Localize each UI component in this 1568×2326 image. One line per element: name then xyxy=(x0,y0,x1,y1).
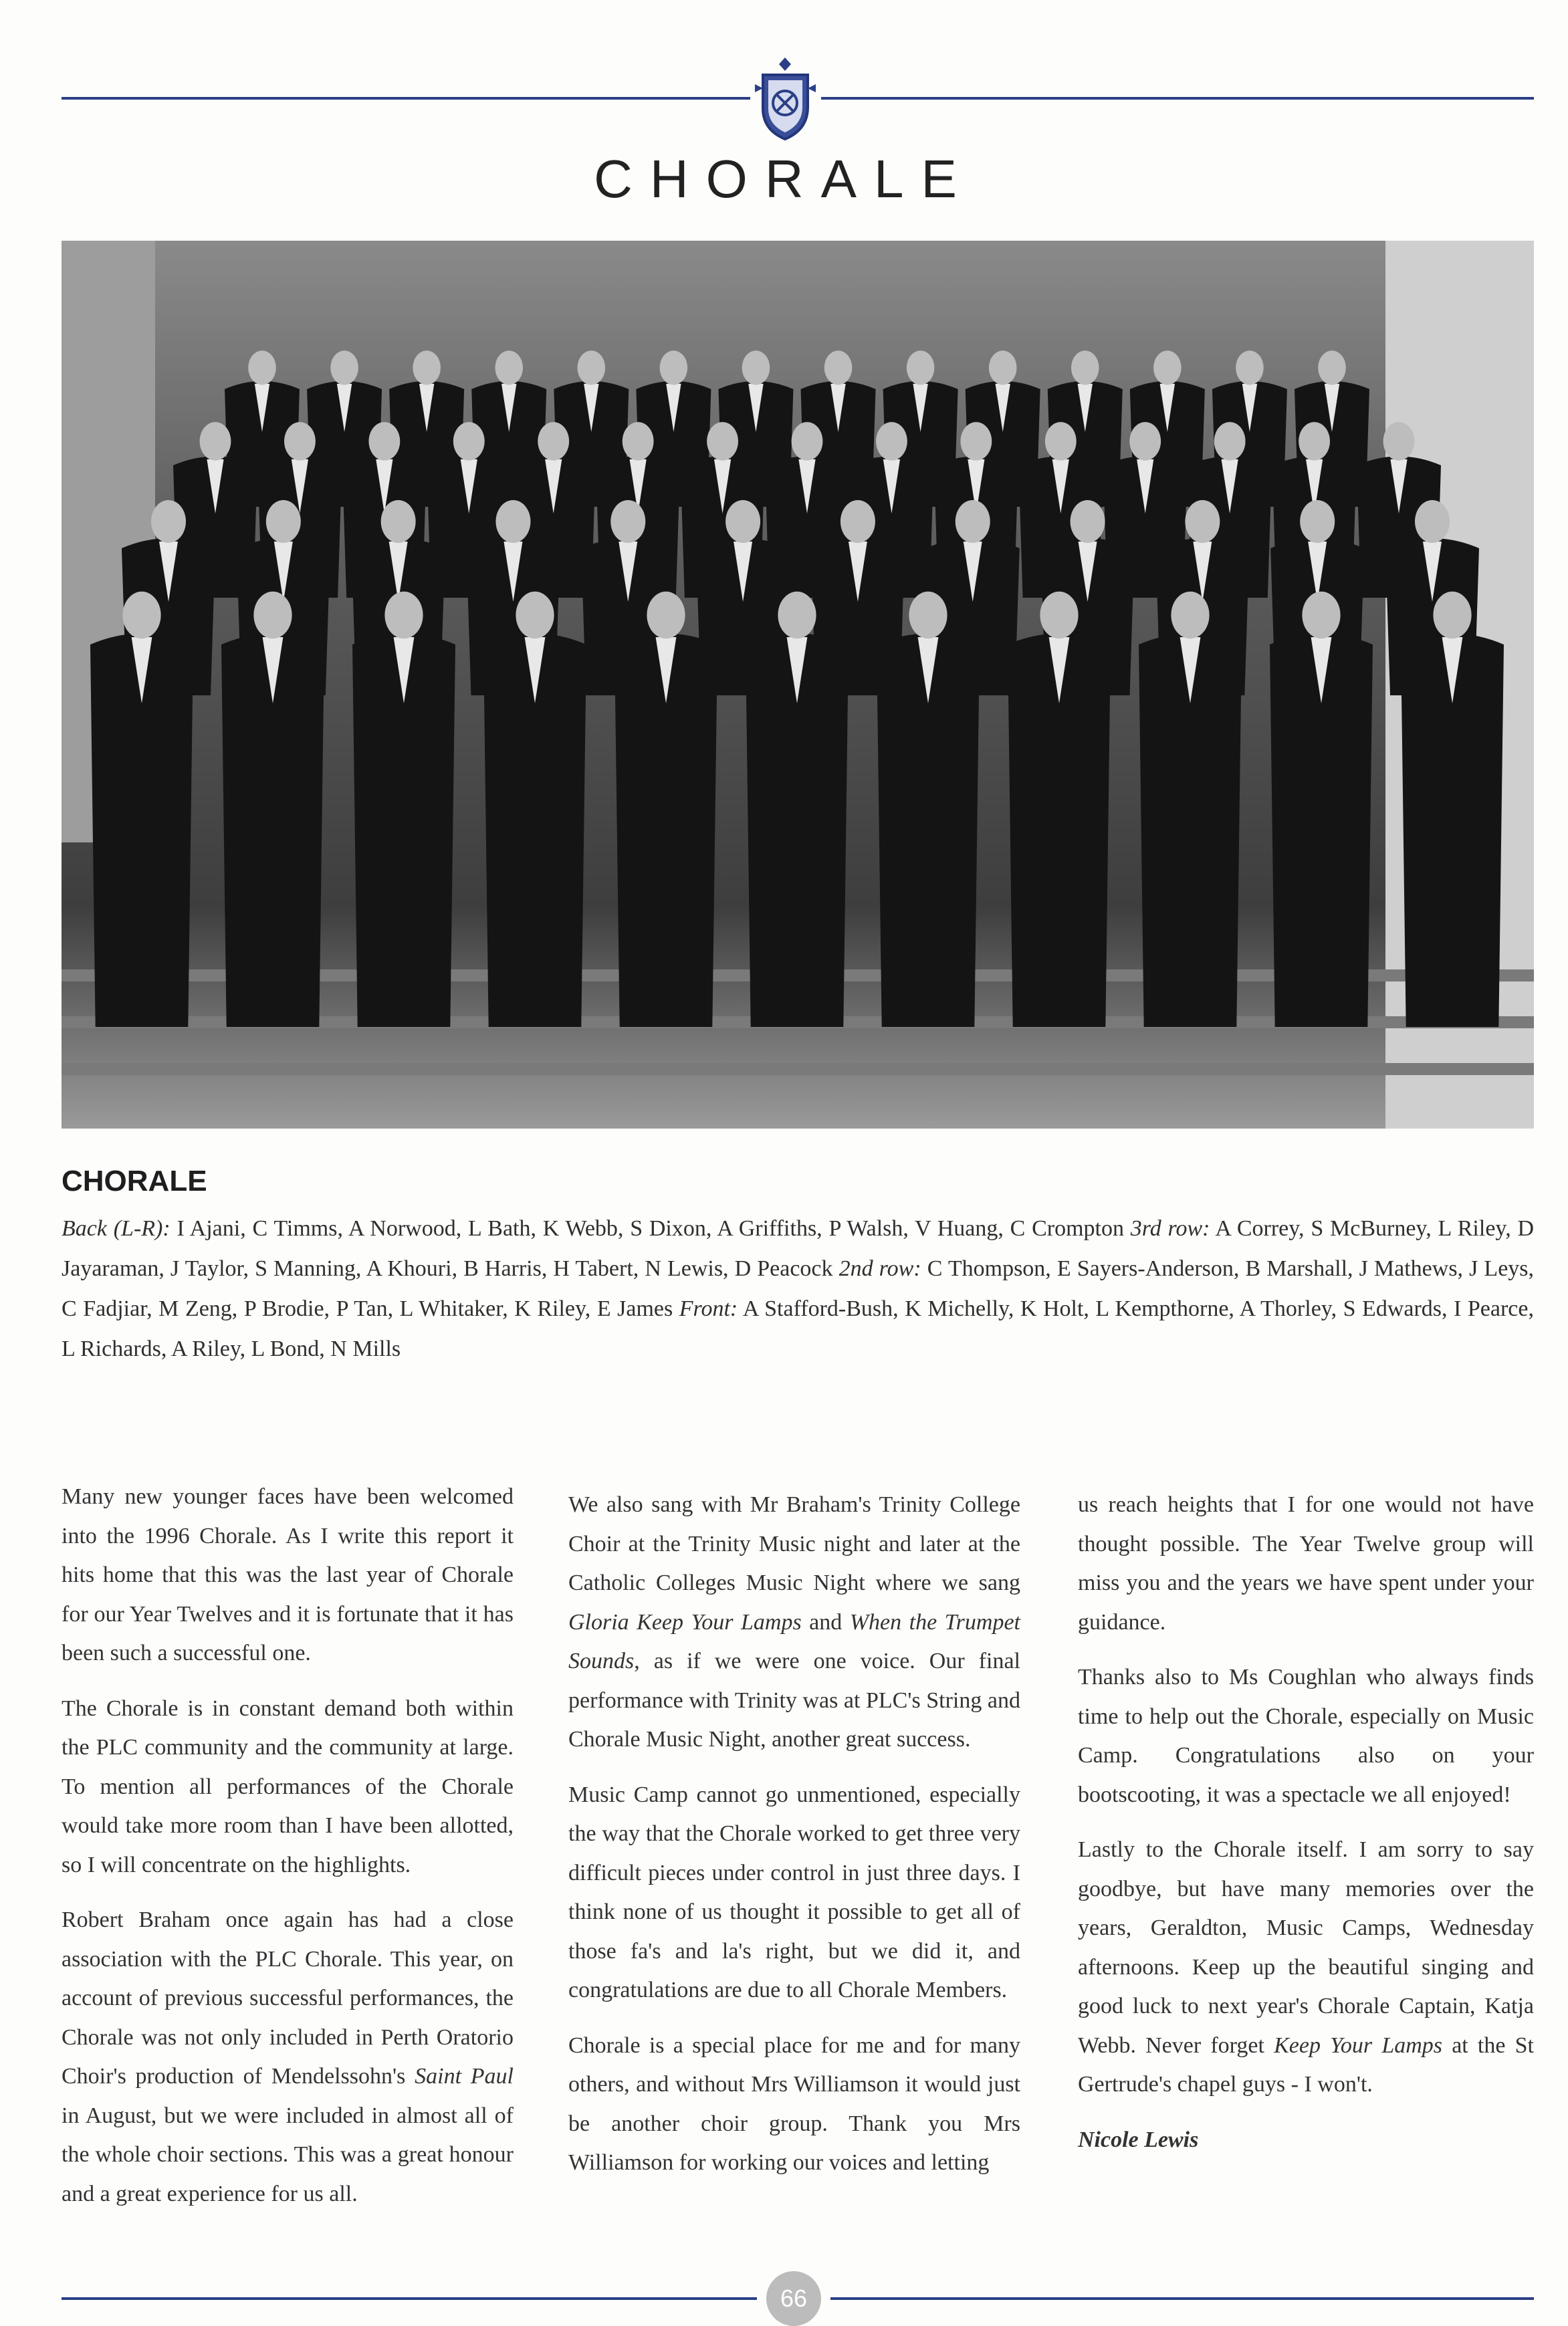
article-paragraph: us reach heights that I for one would not have thought possible. The Year Twelve group will miss you and the years we have spent under your guidance. xyxy=(1078,1492,1534,1635)
article-text: and xyxy=(801,1609,850,1635)
article-text: Robert Braham once again has had a close association with the PLC Chorale. This year, on account of previous successful performances, the Chorale was not only included in Perth Oratorio Choir's production of Mendelssohn's xyxy=(62,1907,514,2089)
person-head xyxy=(610,500,645,543)
caption-label-front: Front: xyxy=(679,1296,738,1321)
page-number: 66 xyxy=(766,2271,821,2326)
person-head xyxy=(647,592,685,638)
article-paragraph: Thanks also to Ms Coughlan who always finds time to help out the Chorale, especially on Music Camp. Congratulations also on your bootscooting, it was a spectacle we all enjoyed! xyxy=(1078,1665,1534,1807)
person-head xyxy=(960,422,992,461)
person-head xyxy=(841,500,875,543)
person-head xyxy=(253,592,292,638)
header-rule-left xyxy=(62,97,750,100)
person-head xyxy=(1302,592,1340,638)
article-paragraph xyxy=(568,1486,1020,1760)
person-head xyxy=(495,350,523,384)
work-title: Gloria Keep Your Lamps xyxy=(568,1609,802,1635)
person-head xyxy=(151,500,186,543)
caption-heading: CHORALE xyxy=(62,1165,207,1197)
person-head xyxy=(909,592,947,638)
article-paragraph: The Chorale is in constant demand both within the PLC community and the community at large. To mention all performances of the Chorale would take more room than I have been allotted, so I will concentrate on the highlights. xyxy=(62,1696,514,1877)
person-head xyxy=(1129,422,1161,461)
work-title: Saint Paul xyxy=(415,2064,514,2089)
article-text: Lastly to the Chorale itself. I am sorry to say goodbye, but have many memories over the years, Geraldton, Music Camps, Wednesday afternoons. Keep up the beautiful singing and good luck to next year's Chorale Captain, Katja Webb. Never forget xyxy=(1078,1837,1534,2058)
person-head xyxy=(384,592,423,638)
article-column-2 xyxy=(568,1486,1020,2199)
person-head xyxy=(200,422,231,461)
person-head xyxy=(1236,350,1264,384)
person-head xyxy=(725,500,760,543)
person-head xyxy=(1433,592,1471,638)
person-head xyxy=(381,500,416,543)
person-head xyxy=(1153,350,1182,384)
person-head xyxy=(707,422,738,461)
person-head xyxy=(1300,500,1335,543)
person-head xyxy=(876,422,907,461)
article-text: We also sang with Mr Braham's Trinity College Choir at the Trinity Music night and later at the Catholic Colleges Music Night where we sang xyxy=(568,1492,1020,1595)
article-text: , as if we were one voice. Our final performance with Trinity was at PLC's String and Chorale Music Night, another great success. xyxy=(568,1649,1020,1752)
person-head xyxy=(495,500,530,543)
caption-names-back: I Ajani, C Timms, A Norwood, L Bath, K Webb, S Dixon, A Griffiths, P Walsh, V Huang, C Crompton xyxy=(177,1216,1124,1241)
person-head xyxy=(453,422,485,461)
person-head xyxy=(1040,592,1078,638)
header-rule-right xyxy=(821,97,1534,100)
group-photograph xyxy=(62,241,1534,1129)
person-head xyxy=(248,350,276,384)
footer-rule-right xyxy=(830,2297,1534,2300)
person-head xyxy=(516,592,554,638)
article-paragraph xyxy=(1078,1831,1534,2105)
caption-label-3rd-row: 3rd row: xyxy=(1130,1216,1210,1241)
person-head xyxy=(1299,422,1330,461)
person-head xyxy=(1185,500,1220,543)
person-head xyxy=(989,350,1017,384)
work-title: When the Trumpet Sounds xyxy=(568,1609,1020,1673)
article-text: at the St Gertrude's chapel guys - I won't. xyxy=(1078,2032,1534,2097)
person-head xyxy=(368,422,400,461)
person-head xyxy=(1045,422,1077,461)
article-column-1 xyxy=(62,1478,514,2230)
article-paragraph: Many new younger faces have been welcomed into the 1996 Chorale. As I write this report it hits home that this was the last year of Chorale for our Year Twelves and it is fortunate that it has been such a successful one. xyxy=(62,1484,514,1665)
person-head xyxy=(122,592,160,638)
person-head xyxy=(330,350,358,384)
person-head xyxy=(1415,500,1450,543)
school-crest-icon xyxy=(754,55,817,142)
author-signature: Nicole Lewis xyxy=(1078,2127,1199,2152)
person-head xyxy=(742,350,770,384)
person-head xyxy=(1383,422,1415,461)
person-head xyxy=(1171,592,1209,638)
person-head xyxy=(266,500,301,543)
person-head xyxy=(1318,350,1346,384)
person-head xyxy=(413,350,441,384)
caption-names-2nd-row: C Thompson, E Sayers-Anderson, B Marshall, J Mathews, J Leys, C Fadjiar, M Zeng, P Brodie, P Tan, L Whitaker, K Riley, E James xyxy=(62,1256,1535,1321)
person-head xyxy=(778,592,816,638)
caption-label-2nd-row: 2nd row: xyxy=(838,1256,921,1281)
person-head xyxy=(907,350,935,384)
photo-caption xyxy=(62,1209,1534,1369)
page-title: CHORALE xyxy=(594,149,974,209)
article-text: in August, but we were included in almost all of the whole choir sections. This was a great honour and a great experience for us all. xyxy=(62,2103,514,2206)
caption-names-front: A Stafford-Bush, K Michelly, K Holt, L Kempthorne, A Thorley, S Edwards, I Pearce, L Richards, A Riley, L Bond, N Mills xyxy=(62,1296,1534,1361)
person-head xyxy=(1214,422,1246,461)
person-head xyxy=(792,422,823,461)
article-paragraph xyxy=(62,1901,514,2214)
person-head xyxy=(824,350,853,384)
person-head xyxy=(660,350,688,384)
article-column-3 xyxy=(1078,1486,1534,2176)
person-head xyxy=(1071,500,1105,543)
person-head xyxy=(538,422,569,461)
footer-rule-left xyxy=(62,2297,757,2300)
article-paragraph: Music Camp cannot go unmentioned, especially the way that the Chorale worked to get three very difficult pieces under control in just three days. I think none of us thought it possible to get all of those fa's and la's right, but we did it, and congratulations are due to all Chorale Members. xyxy=(568,1782,1020,2002)
caption-label-back: Back (L-R): xyxy=(62,1216,171,1241)
person-head xyxy=(578,350,606,384)
person-head xyxy=(1071,350,1099,384)
article-paragraph: Chorale is a special place for me and for many others, and without Mrs Williamson it would just be another choir group. Thank you Mrs Williamson for working our voices and letting xyxy=(568,2032,1020,2175)
work-title: Keep Your Lamps xyxy=(1274,2032,1443,2058)
caption-names-3rd-row: A Correy, S McBurney, L Riley, D Jayaraman, J Taylor, S Manning, A Khouri, B Harris, H Tabert, N Lewis, D Peacock xyxy=(62,1216,1535,1281)
person-head xyxy=(284,422,316,461)
person-head xyxy=(623,422,654,461)
person-head xyxy=(956,500,990,543)
